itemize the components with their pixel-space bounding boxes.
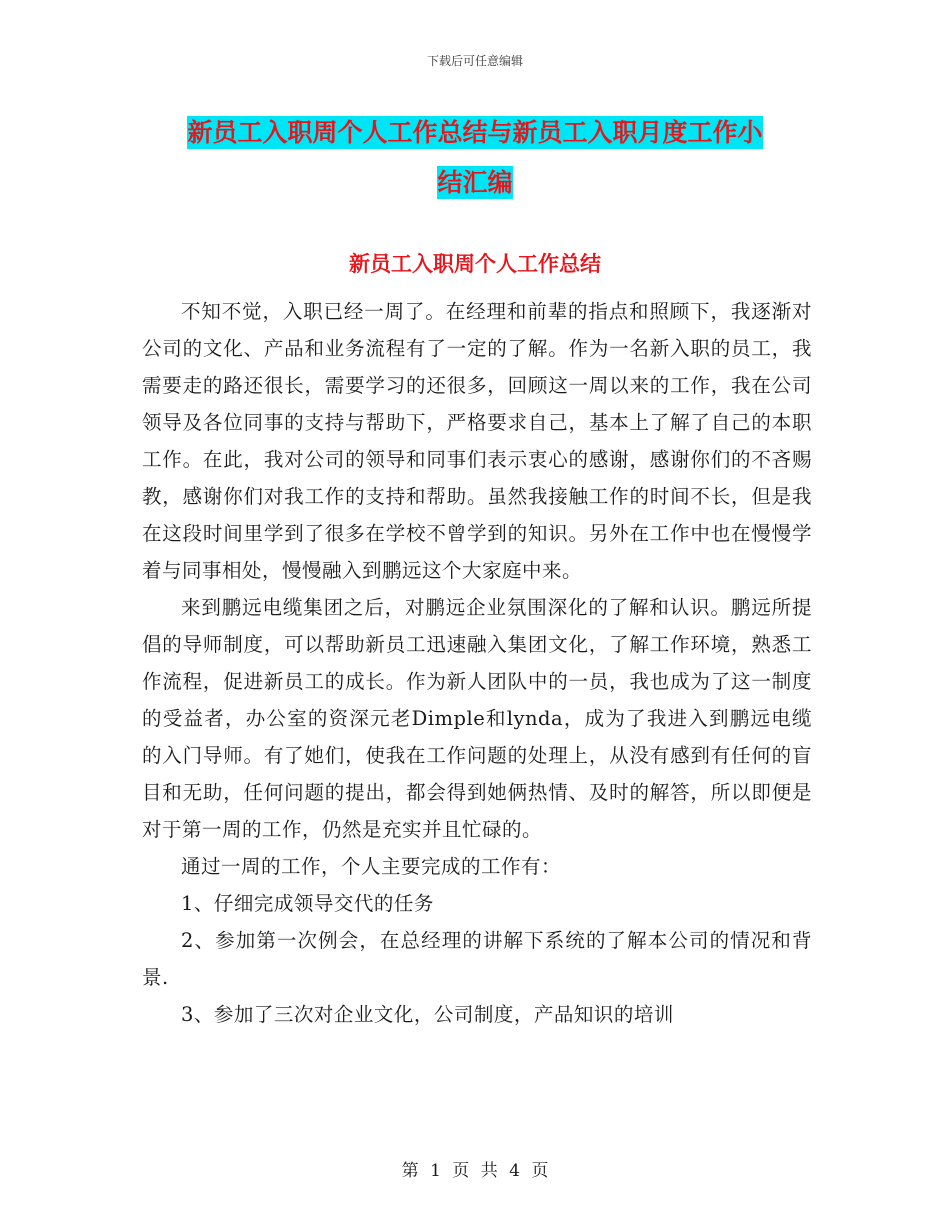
list-item: 2、参加第一次例会，在总经理的讲解下系统的了解本公司的情况和背景.: [142, 929, 812, 989]
document-title-line-1: 新员工入职周个人工作总结与新员工入职月度工作小: [187, 118, 763, 147]
section-heading: 新员工入职周个人工作总结: [349, 251, 601, 276]
paragraph: 通过一周的工作，个人主要完成的工作有：: [181, 855, 562, 878]
document-title: [140, 108, 810, 208]
paragraph: 来到鹏远电缆集团之后，对鹏远企业氛围深化的了解和认识。鹏远所提倡的导师制度，可以帮助新员工迅速融入集团文化，了解工作环境，熟悉工作流程，促进新员工的成长。作为新人团队中的一员，我也成为了这一制度的受益者，办公室的资深元老Dimple和lynda，成为了我进入到鹏远电缆的入门导师。有了她们，使我在工作问题的处理上，从没有感到有任何的盲目和无助，任何问题的提出，都会得到她俩热情、及时的解答，所以即便是对于第一周的工作，仍然是充实并且忙碌的。: [142, 596, 812, 841]
paragraph: 不知不觉，入职已经一周了。在经理和前辈的指点和照顾下，我逐渐对公司的文化、产品和业务流程有了一定的了解。作为一名新入职的员工，我需要走的路还很长，需要学习的还很多，回顾这一周以来的工作，我在公司领导及各位同事的支持与帮助下，严格要求自己，基本上了解了自己的本职工作。在此，我对公司的领导和同事们表示衷心的感谢，感谢你们的不吝赐教，感谢你们对我工作的支持和帮助。虽然我接触工作的时间不长，但是我在这段时间里学到了很多在学校不曾学到的知识。另外在工作中也在慢慢学着与同事相处，慢慢融入到鹏远这个大家庭中来。: [142, 300, 812, 582]
document-body: [142, 293, 812, 1033]
page-number: 第 1 页 共 4 页: [401, 1161, 549, 1181]
document-title-line-2: 结汇编: [437, 168, 513, 197]
list-item: 3、参加了三次对企业文化，公司制度，产品知识的培训: [181, 1003, 674, 1026]
page-header-note: 下载后可任意编辑: [426, 54, 523, 68]
list-item: 1、仔细完成领导交代的任务: [181, 892, 434, 915]
